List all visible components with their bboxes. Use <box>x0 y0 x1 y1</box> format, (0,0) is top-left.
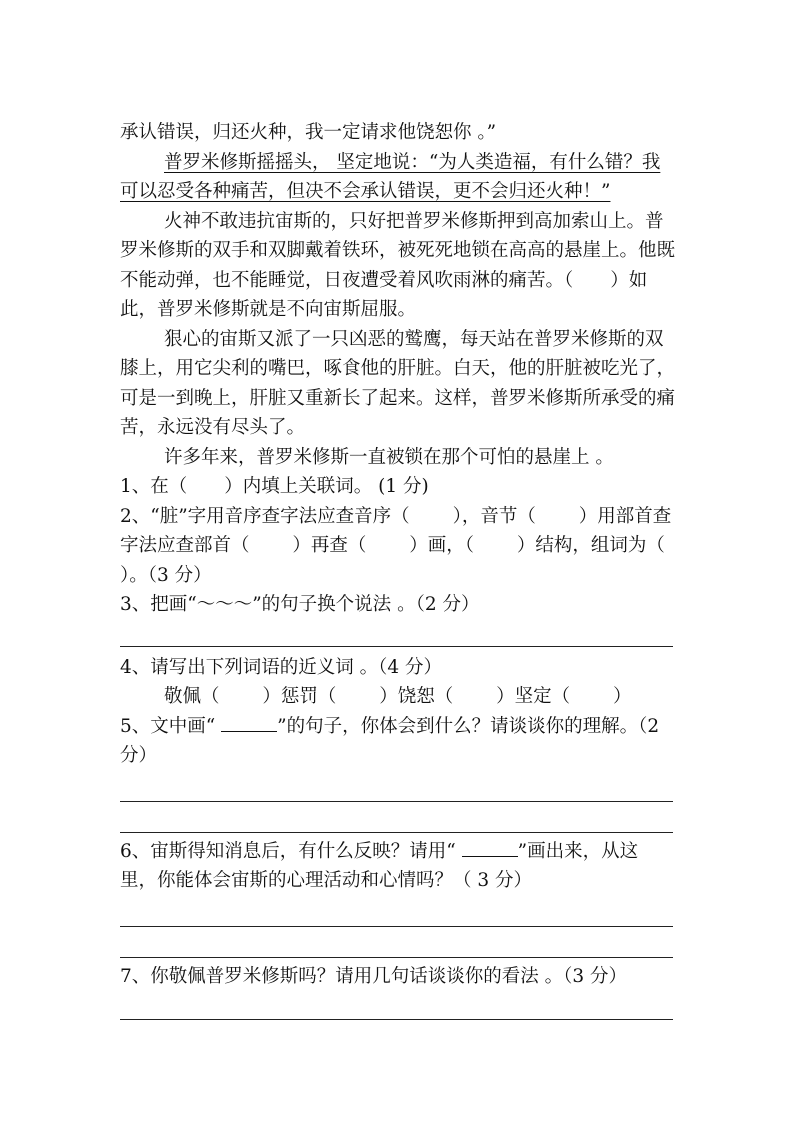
passage-paragraph-1: 普罗米修斯摇摇头， 坚定地说：“为人类造福，有什么错？我可以忍受各种痛苦，但决不会承认错误，更不会归还火种！” <box>120 151 661 202</box>
answer-line-3[interactable] <box>120 646 673 647</box>
question-2: 2、“脏”字用音序查字法应查音序（ ），音节（ ）用部首查字法应查部首（ ）再查（ ）画，（ ）结构，组词为（ ）。（3 分） <box>120 505 708 586</box>
question-6 <box>120 837 675 896</box>
answer-line-5b[interactable] <box>120 832 673 833</box>
passage-paragraph-4: 许多年来，普罗米修斯一直被锁在那个可怕的悬崖上 。 <box>164 446 614 468</box>
passage-paragraph-3: 狠心的宙斯又派了一只凶恶的鹫鹰，每天站在普罗米修斯的双膝上，用它尖利的嘴巴，啄食他的肝脏。白天，他的肝脏被吃光了，可是一到晚上，肝脏又重新长了起来。这样，普罗米修斯所承受的痛苦，永远没有尽头了。 <box>120 328 676 438</box>
question-5-suffix: ”的句子，你体会到什么？请谈谈你的理解。（2 分） <box>120 715 665 766</box>
question-3: 3、把画“～～～”的句子换个说法 。（2 分） <box>120 594 480 615</box>
passage-paragraph-0: 承认错误，归还火种，我一定请求他饶恕你 。” <box>120 122 497 143</box>
question-4: 4、请写出下列词语的近义词 。（4 分） <box>120 656 443 678</box>
question-5 <box>120 712 675 771</box>
worksheet-page <box>120 118 708 1020</box>
underline-sample-mark <box>221 713 277 732</box>
underline-sample-mark <box>462 838 518 857</box>
question-7: 7、你敬佩普罗米修斯吗？请用几句话谈谈你的看法 。（3 分） <box>120 965 628 987</box>
answer-line-7[interactable] <box>120 1019 673 1020</box>
question-5-prefix: 5、文中画“ <box>120 715 222 737</box>
question-6-suffix: ”画出来，从这里，你能体会宙斯的心理活动和心情吗？（ 3 分） <box>120 840 639 891</box>
answer-line-6b[interactable] <box>120 957 673 958</box>
passage-paragraph-2: 火神不敢违抗宙斯的，只好把普罗米修斯押到高加索山上。普罗米修斯的双手和双脚戴着铁环，被死死地锁在高高的悬崖上。他既不能动弹，也不能睡觉，日夜遭受着风吹雨淋的痛苦。（ ）如此，普罗米修斯就是不向宙斯屈服。 <box>120 210 676 320</box>
question-4-items: 敬佩（ ）惩罚（ ）饶恕（ ）坚定（ ） <box>164 686 632 707</box>
question-1: 1、在（ ）内填上关联词。 (1 分) <box>120 476 429 497</box>
question-6-prefix: 6、宙斯得知消息后，有什么反映？请用“ <box>120 840 462 862</box>
